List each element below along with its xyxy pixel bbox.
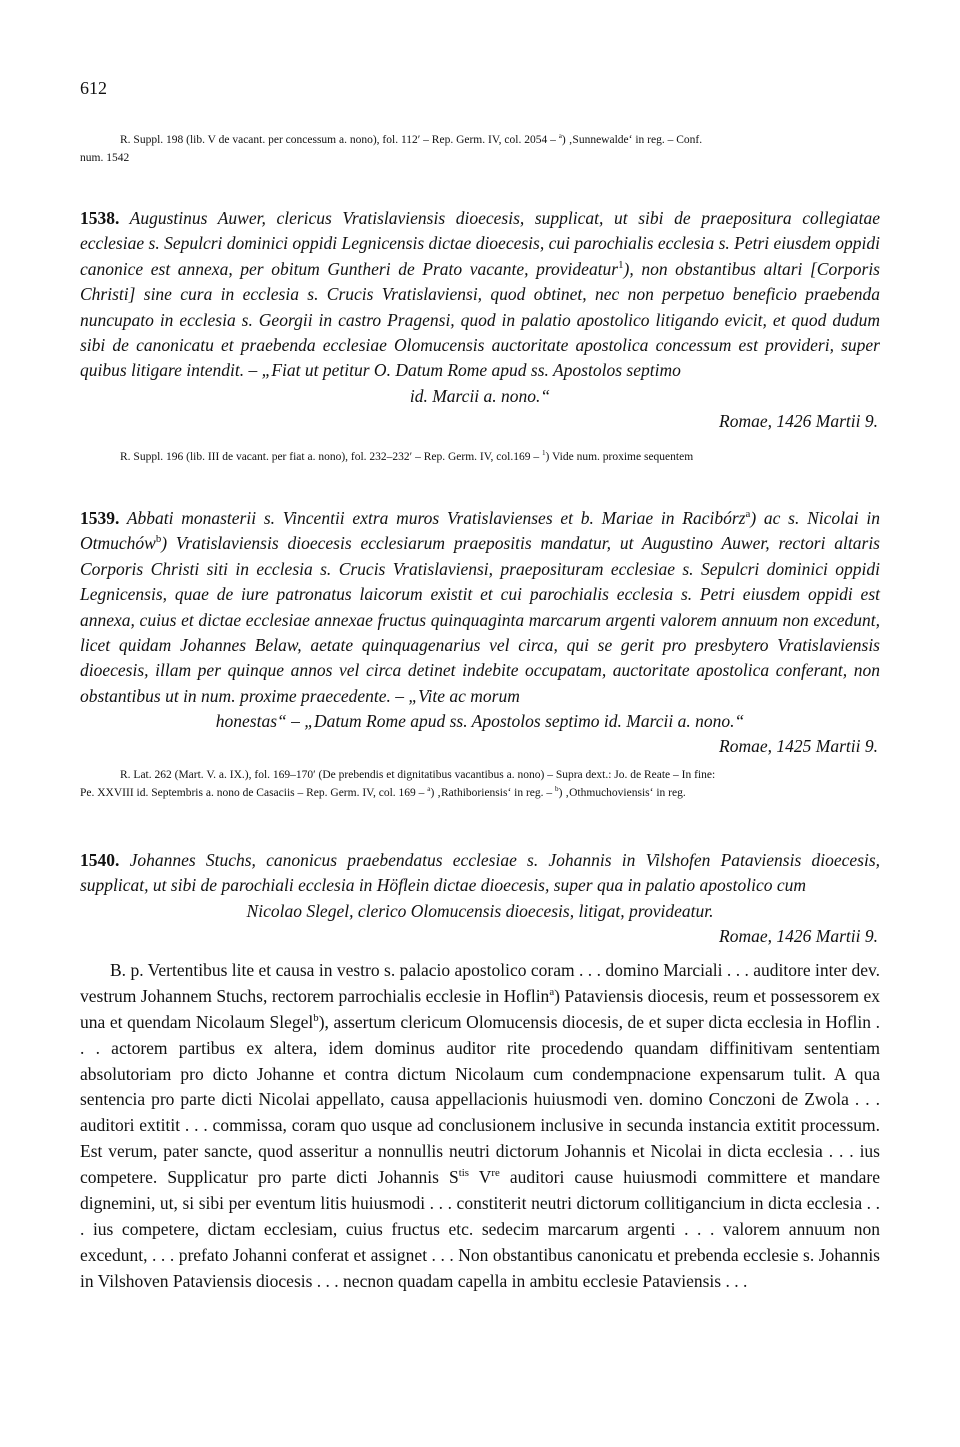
entry-1538 [80, 206, 880, 434]
note-text: ) ‚Rathiboriensis‘ in reg. – [430, 786, 556, 799]
entry-number: 1538. [80, 208, 120, 228]
entry-number: 1539. [80, 508, 120, 528]
entry-date: Romae, 1426 Martii 9. [719, 411, 878, 431]
note-text: R. Lat. 262 (Mart. V. a. IX.), fol. 169–170′ (De prebendis et dignitatibus vacantibus a. nono) – Supra dext.: Jo. de Reate – In fine: [120, 769, 716, 781]
entry-date: Romae, 1426 Martii 9. [719, 926, 878, 947]
body-text: V [468, 1167, 492, 1188]
note-text: R. Suppl. 196 (lib. III de vacant. per fiat a. nono), fol. 232–232′ – Rep. Germ. IV, col.169 – [120, 451, 542, 463]
entry-text: ) Vratislaviensis dioecesis ecclesiarum praepositis mandatur, ut Augustino Auwer, rectori altaris Corporis Christi siti in ecclesia s. Crucis Vratislaviensi, praeposituram ecclesiae s. Sepulcri dominici oppidi Legnicensis, quae de iure patronatus laicorum existit et cui parochialis ecclesia s. Petri eiusdem oppidi est annexa, cuius et dictae ecclesiae annexae fructus quinquaginta marcarum argenti valorem annuum non excedunt, licet quidam Johannes Belaw, aetate quinquagenarius vel circa, qui se gerit pro presbytero Vratislaviensis dioecesis, illam per quinque annos vel circa detinet indebite occupatam, auctoritate apostolica conferant, non obstantibus ut in num. proxime praecedente. – „Vite ac morum [80, 533, 880, 706]
footnote-marker: 1 [541, 449, 546, 458]
footnote-marker: a [549, 986, 555, 999]
entry-1540-body [80, 958, 880, 1295]
entry-text: Abbati monasterii s. Vincentii extra muros Vratislavienses et b. Mariae in Racibórz [119, 508, 746, 528]
footnote-marker: a [427, 784, 431, 793]
footnote-marker: a [745, 508, 751, 521]
body-text: ) Pataviensis diocesis, reum et possessorem ex una et quendam Nicolaum Slegel [80, 985, 880, 1032]
entry-1539 [80, 506, 880, 760]
entry-text: ), non obstantibus altari [Corporis Christi] sine cura in ecclesia s. Crucis Vratislaviensi, quod obtinet, nec non perpetuo beneficio praebenda nuncupato in ecclesia s. Georgii in castro Pragensi, quod in palatio apostolico litigando evicit, et quod dudum sibi de canonicatu et praebenda ecclesiae Olomucensis auctoritate apostolica concessum est provideri, super quibus litigare intendit. – „Fiat ut petitur O. Datum Rome apud ss. Apostolos septimo [80, 258, 880, 381]
entry-closing-line: id. Marcii a. nono.“ [409, 385, 551, 406]
footnote-1539 [80, 767, 880, 803]
page-number: 612 [80, 78, 107, 98]
entry-text: Johannes Stuchs, canonicus praebendatus ecclesiae s. Johannis in Vilshofen Pataviensis dioecesis, supplicat, ut sibi de parochiali ecclesia in Höflein dictae dioecesis, super qua in palatio apostolico cum [80, 850, 880, 896]
footnote-marker: b [155, 533, 162, 546]
entry-text: ) ac s. Nicolai in Otmuchów [80, 508, 881, 554]
note-text: Pe. XXVIII id. Septembris a. nono de Casaciis – Rep. Germ. IV, col. 169 – [80, 786, 428, 799]
note-text: num. 1542 [80, 151, 130, 164]
body-text: auditori cause huiusmodi committere et mandare dignemini, ut, si sibi per eventum litis huiusmodi . . . constiterit neutri dictorum collitigancium in dicta ecclesia . . . ius competere, dictam ecclesiam, cuius fructus etc. sedecim marcarum argenti . . . valorem annuum non excedunt, . . . prefato Johanni conferat et assignet . . . Non obstantibus canonicatu et prebenda ecclesie s. Johannis in Vilshoven Pataviensis diocesis . . . necnon quadam capella in ambitu ecclesie Pataviensis . . . [80, 1167, 880, 1291]
footnote-marker: a [558, 132, 562, 141]
entry-date: Romae, 1425 Martii 9. [719, 736, 878, 757]
entry-number: 1540. [80, 850, 120, 870]
body-text: ), assertum clericum Olomucensis diocesis, de et super dicta ecclesia in Hoflin . . . actorem partibus ex altera, idem dominus auditor rite procedendo quandam diffinitivam sententiam absolutoriam pro dicto Johanne et contra dictum Nicolaum cum condempnacione expensarum tulit. A qua sentencia pro parte dicti Nicolai appellato, causa appellacionis huiusmodi ven. domino Conczoni de Zwola . . . auditori extitit . . . commissa, coram quo usque ad conclusionem inclusive in secunda instancia extitit processum. Est verum, pater sancte, quod asseritur a nonnullis neutri dictorum Johannis et Nicolai in dicta ecclesia . . . ius competere. Supplicatur pro parte dicti Johannis S [80, 1011, 881, 1188]
entry-closing-line: Nicolao Slegel, clerico Olomucensis dioecesis, litigat, provideatur. [246, 900, 714, 921]
note-text: ) ‚Othmuchoviensis‘ in reg. [558, 786, 686, 799]
footnote-marker: 1 [618, 258, 624, 271]
footnote-marker: b [555, 784, 559, 793]
footnote-1537 [80, 132, 880, 168]
entry-1540 [80, 848, 880, 950]
footnote-1538 [80, 449, 880, 467]
body-text: B. p. Vertentibus lite et causa in vestro s. palacio apostolico coram . . . domino Marciali . . . auditore inter dev. vestrum Johannem Stuchs, rectorem parrochialis ecclesie in Hoflin [80, 960, 880, 1006]
superscript: re [491, 1167, 500, 1180]
superscript: tis [458, 1167, 469, 1180]
note-text: ) Vide num. proxime sequentem [545, 451, 694, 463]
footnote-marker: b [313, 1011, 319, 1024]
entry-text: Augustinus Auwer, clericus Vratislaviensis dioecesis, supplicat, ut sibi de praepositura collegiatae ecclesiae s. Sepulcri dominici oppidi Legnicensis dictae dioecesis, cui parochialis ecclesia s. Petri eiusdem oppidi canonice est annexa, per obitum Guntheri de Prato vacante, provideatur [80, 208, 880, 279]
note-text: ) ‚Sunnewalde‘ in reg. – Conf. [561, 134, 703, 146]
entry-closing-line: honestas“ – „Datum Rome apud ss. Apostolos septimo id. Marcii a. nono.“ [215, 711, 745, 731]
note-text: R. Suppl. 198 (lib. V de vacant. per concessum a. nono), fol. 112′ – Rep. Germ. IV, col. 2054 – [120, 134, 559, 146]
